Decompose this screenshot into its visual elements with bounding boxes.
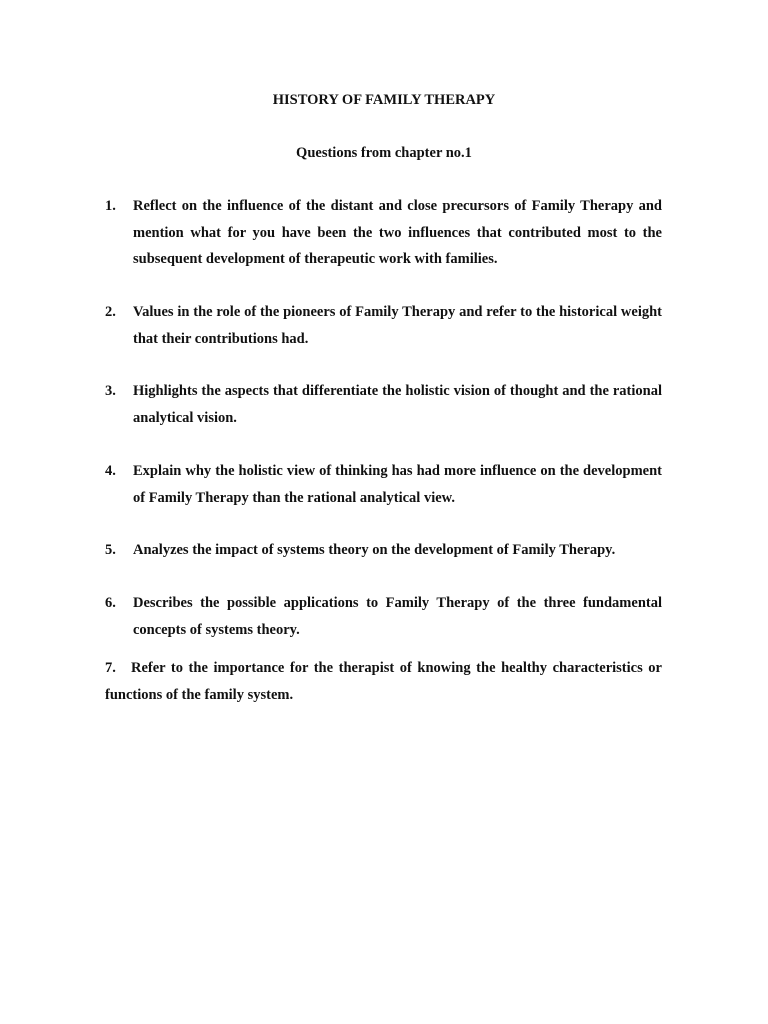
- question-number: 1.: [105, 198, 116, 214]
- question-item: [105, 299, 662, 352]
- page-title: HISTORY OF FAMILY THERAPY: [272, 92, 496, 108]
- question-item: [105, 458, 662, 511]
- question-text: Refer to the importance for the therapist of knowing the healthy characteristics or functions of the family system.: [105, 660, 662, 703]
- question-text: Describes the possible applications to Family Therapy of the three fundamental concepts of systems theory.: [133, 595, 662, 638]
- question-item: [105, 193, 662, 273]
- question-number: 2.: [105, 304, 116, 320]
- question-item: [105, 378, 662, 431]
- question-text: Highlights the aspects that differentiate the holistic vision of thought and the rational analytical vision.: [133, 383, 662, 426]
- question-item: [105, 537, 662, 564]
- question-number: 6.: [105, 595, 116, 611]
- question-item: [105, 655, 662, 709]
- question-number: 5.: [105, 542, 116, 558]
- question-number: 4.: [105, 463, 116, 479]
- question-number: 3.: [105, 383, 116, 399]
- question-item: [105, 590, 662, 643]
- question-text: Analyzes the impact of systems theory on the development of Family Therapy.: [133, 542, 616, 558]
- question-text: Values in the role of the pioneers of Family Therapy and refer to the historical weight that their contributions had.: [133, 304, 662, 347]
- page-subtitle: Questions from chapter no.1: [296, 145, 472, 161]
- question-text: Explain why the holistic view of thinking has had more influence on the development of Family Therapy than the rational analytical view.: [133, 463, 662, 506]
- question-text: Reflect on the influence of the distant and close precursors of Family Therapy and mention what for you have been the two influences that contributed most to the subsequent development of therapeutic work with families.: [133, 198, 662, 267]
- question-number: 7.: [105, 660, 116, 676]
